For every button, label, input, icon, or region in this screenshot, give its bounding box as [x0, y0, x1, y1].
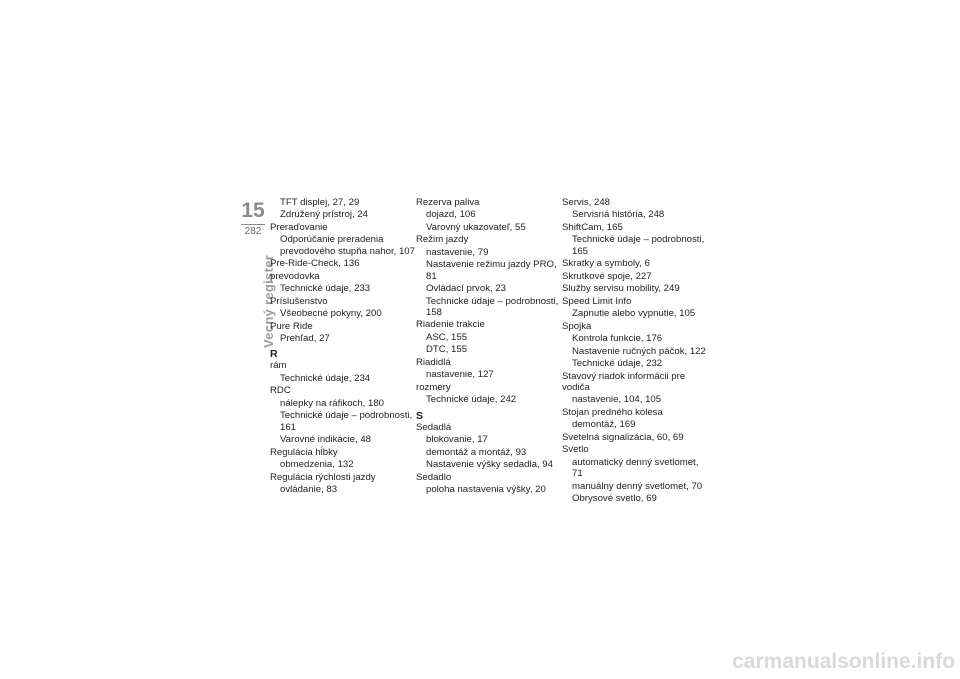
index-subentry: Varovný ukazovateľ, 55: [426, 221, 526, 233]
index-entry: Služby servisu mobility, 249: [562, 283, 680, 295]
index-entry: RDC: [270, 385, 291, 397]
index-subentry: Nastavenie režimu jazdy PRO, 81: [426, 259, 557, 282]
index-entry: Svetelná signalizácia, 60, 69: [562, 431, 684, 443]
index-entry: Pure Ride: [270, 320, 313, 332]
index-subentry: Kontrola funkcie, 176: [572, 333, 663, 345]
index-subentry: dojazd, 106: [426, 209, 476, 221]
index-subentry: TFT displej, 27, 29: [280, 197, 360, 208]
index-entry: Svetlo: [562, 444, 589, 456]
index-entry: Pre-Ride-Check, 136: [270, 258, 360, 270]
index-subentry: obmedzenia, 132: [280, 459, 354, 471]
index-entry: Skratky a symboly, 6: [562, 258, 650, 270]
index-column-2: [416, 197, 561, 497]
index-subentry: ASC, 155: [426, 331, 468, 343]
index-entry: ShiftCam, 165: [562, 221, 623, 233]
index-subentry: Technické údaje – podrobnosti, 165: [572, 234, 705, 257]
index-subentry: Technické údaje, 234: [280, 372, 371, 384]
index-subentry: Technické údaje – podrobnosti, 161: [280, 410, 413, 433]
index-entry: Riadidlá: [416, 356, 451, 368]
index-subentry: poloha nastavenia výšky, 20: [426, 484, 546, 496]
index-entry: Skrutkové spoje, 227: [562, 270, 652, 282]
index-entry: Rezerva paliva: [416, 197, 480, 208]
index-letter-heading: S: [416, 409, 424, 422]
index-entry: Spojka: [562, 320, 592, 332]
index-column-1: [270, 197, 415, 497]
chapter-number: 15: [241, 199, 265, 222]
index-subentry: Prehľad, 27: [280, 333, 330, 345]
index-subentry: Nastavenie výšky sedadla, 94: [426, 459, 553, 471]
chapter-divider: [241, 224, 265, 225]
index-entry: Speed Limit Info: [562, 295, 632, 307]
index-column-3: [562, 197, 707, 506]
index-entry: Príslušenstvo: [270, 295, 328, 307]
index-subentry: blokovanie, 17: [426, 434, 488, 446]
index-subentry: manuálny denný svetlomet, 70: [572, 480, 703, 492]
chapter-title: Vecný register: [261, 254, 276, 348]
index-subentry: nálepky na ráfikoch, 180: [280, 397, 384, 409]
index-entry: Riadenie trakcie: [416, 319, 485, 331]
index-entry: Režim jazdy: [416, 234, 469, 246]
index-subentry: Technické údaje, 242: [426, 394, 517, 406]
index-subentry: Obrysové svetlo, 69: [572, 493, 657, 505]
index-subentry: Združený prístroj, 24: [280, 209, 368, 221]
index-entry: Sedadlá: [416, 421, 452, 433]
index-entry: Preraďovanie: [270, 221, 328, 233]
index-entry: Regulácia hĺbky: [270, 446, 338, 458]
index-subentry: Všeobecné pokyny, 200: [280, 308, 382, 320]
index-entry: Stavový riadok informácii pre vodiča: [562, 370, 686, 393]
index-entry: rám: [270, 360, 287, 372]
page-number: 282: [244, 226, 262, 237]
index-entry: prevodovka: [270, 270, 320, 282]
index-subentry: DTC, 155: [426, 344, 468, 356]
index-entry: Regulácia rýchlosti jazdy: [270, 471, 376, 483]
index-subentry: demontáž a montáž, 93: [426, 446, 527, 458]
index-subentry: nastavenie, 127: [426, 369, 494, 381]
index-subentry: Zapnutie alebo vypnutie, 105: [572, 308, 696, 320]
index-subentry: nastavenie, 104, 105: [572, 394, 662, 406]
index-subentry: Servisná história, 248: [572, 209, 665, 221]
index-entry: Sedadlo: [416, 471, 452, 483]
index-subentry: Ovládací prvok, 23: [426, 283, 506, 295]
index-subentry: Technické údaje, 232: [572, 358, 663, 370]
index-entry: rozmery: [416, 381, 451, 393]
index-letter-heading: R: [270, 348, 278, 361]
index-subentry: automatický denný svetlomet, 71: [572, 456, 699, 480]
index-subentry: ovládanie, 83: [280, 484, 338, 496]
watermark: carmanualsonline.info: [732, 650, 955, 673]
index-entry: Servis, 248: [562, 197, 610, 208]
index-subentry: Varovné indikácie, 48: [280, 434, 372, 446]
index-subentry: Odporúčanie preradenia prevodového stupňa nahor, 107: [280, 234, 415, 257]
index-subentry: Technické údaje – podrobnosti, 158: [426, 295, 559, 318]
index-subentry: demontáž, 169: [572, 419, 636, 431]
index-entry: Stojan predného kolesa: [562, 406, 663, 418]
index-subentry: Nastavenie ručných páčok, 122: [572, 345, 706, 357]
index-subentry: Technické údaje, 233: [280, 283, 371, 295]
index-subentry: nastavenie, 79: [426, 246, 489, 258]
